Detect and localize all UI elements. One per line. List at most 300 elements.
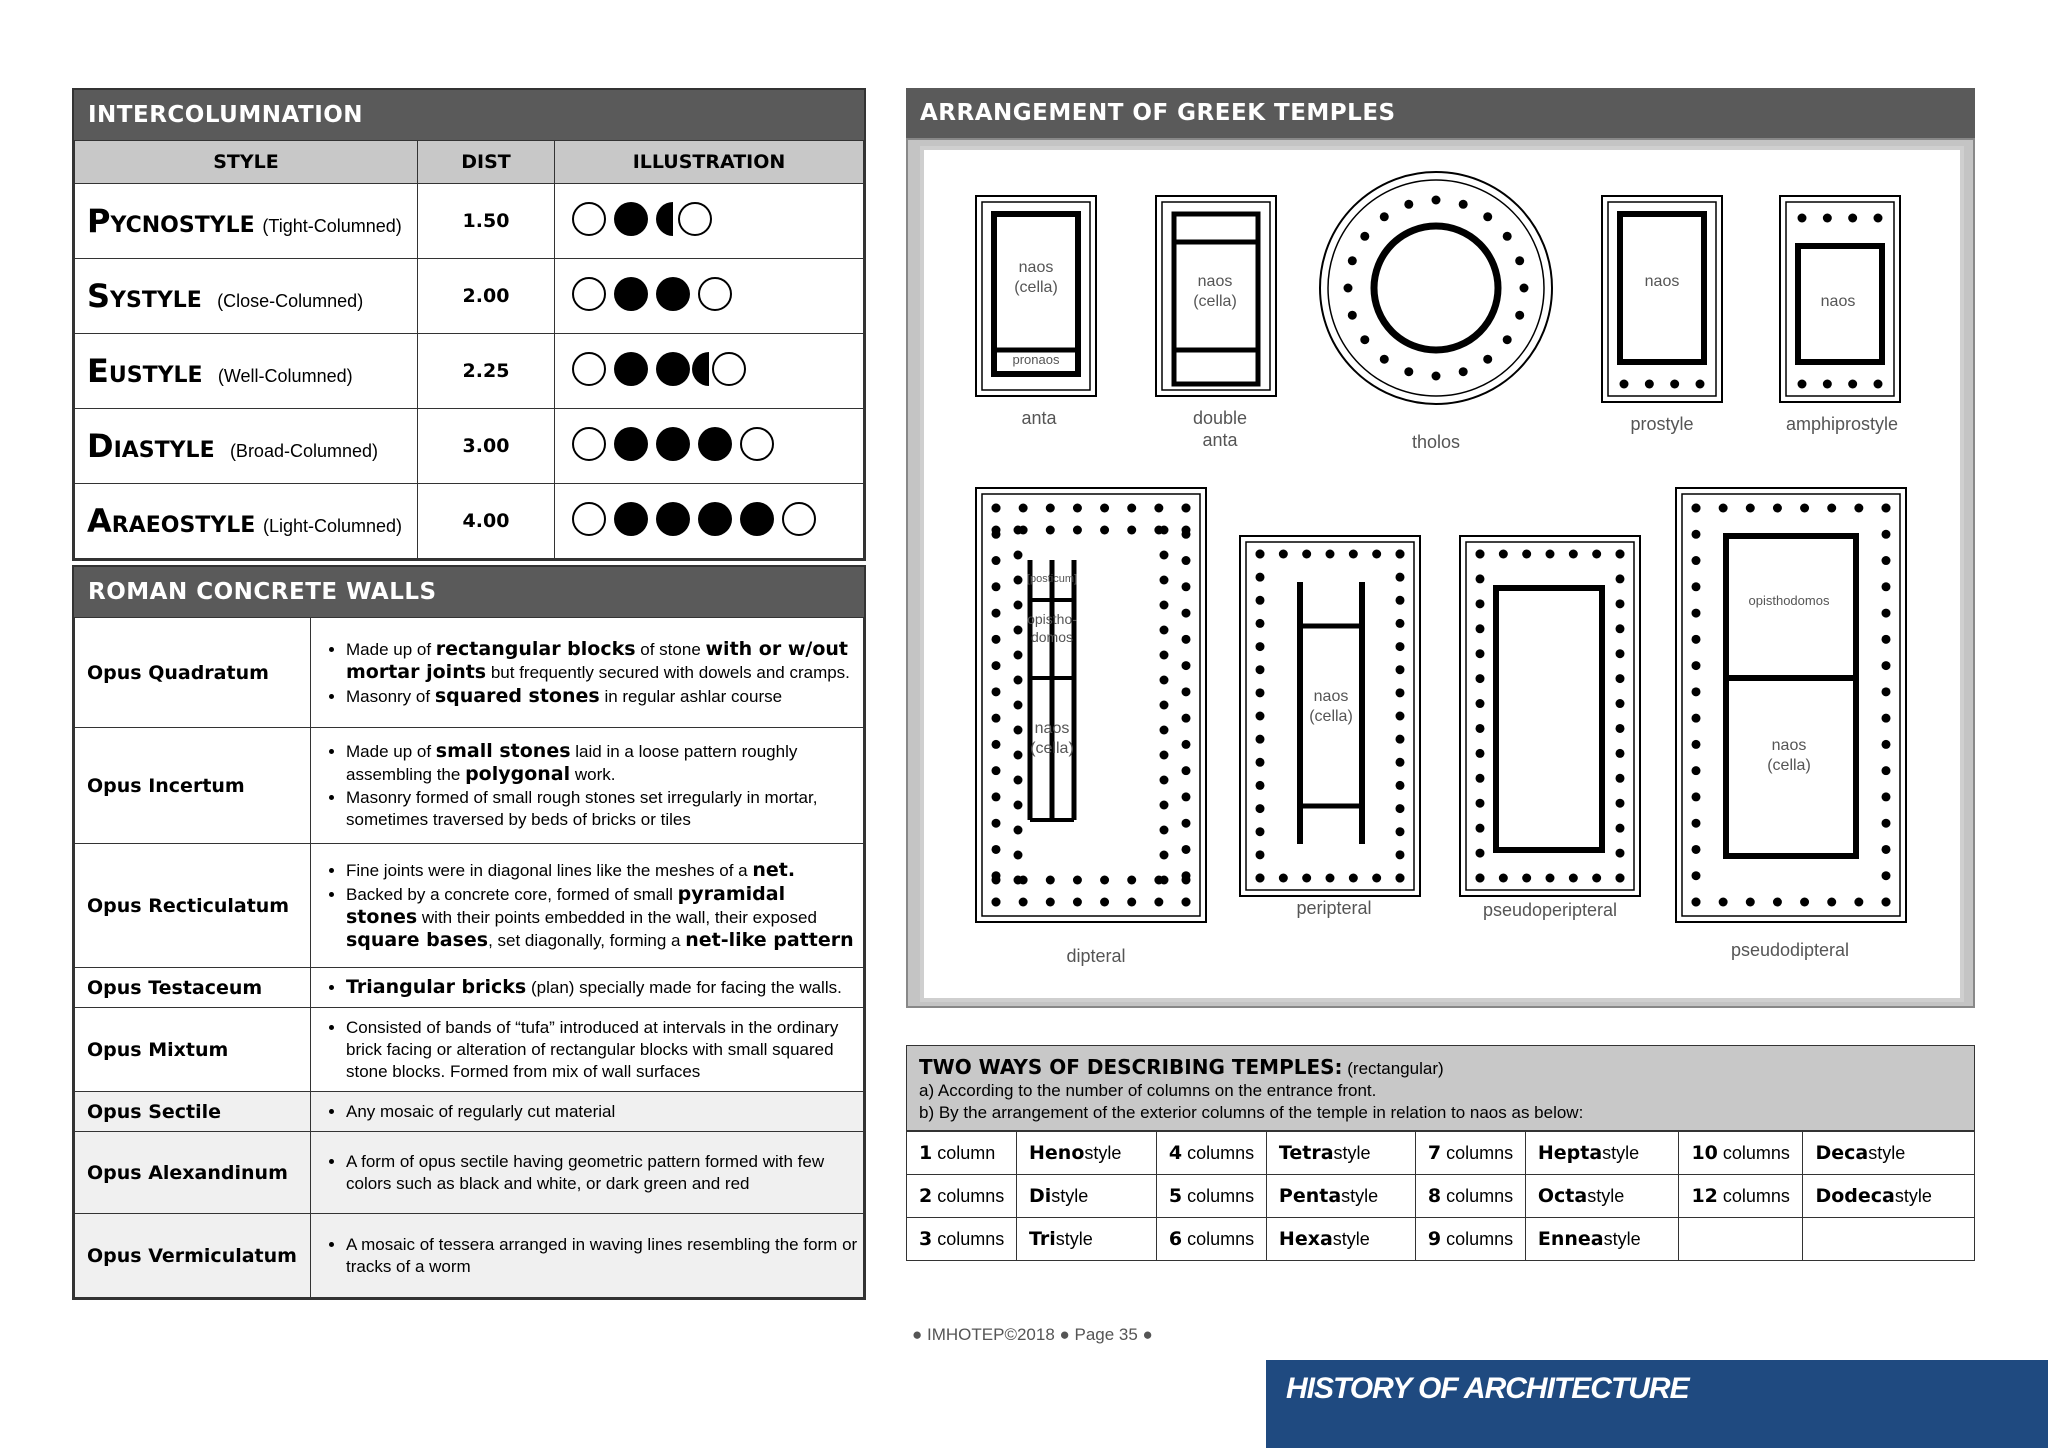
column-dot — [1256, 665, 1265, 674]
column-dot — [1372, 550, 1381, 559]
column-dot — [1396, 619, 1405, 628]
column-dot — [1616, 574, 1625, 583]
style-cell — [75, 484, 418, 559]
column-dot — [1396, 550, 1405, 559]
column-dot — [1182, 819, 1191, 828]
column-count-cell — [1679, 1218, 1803, 1261]
wall-description — [311, 1214, 864, 1298]
table-header-row — [75, 141, 864, 184]
column-dot — [1160, 801, 1169, 810]
column-dot — [1127, 876, 1136, 885]
column-dot — [1696, 380, 1705, 389]
column-dot — [1719, 898, 1728, 907]
column-dot — [1827, 504, 1836, 513]
column-dot — [1046, 876, 1055, 885]
describing-title-line — [919, 1056, 1962, 1080]
column-dot — [1160, 751, 1169, 760]
style-name-cell: Hexastyle — [1266, 1218, 1415, 1261]
column-dot — [1546, 874, 1555, 883]
style-desc: (Well-Columned) — [217, 366, 353, 386]
wall-description — [311, 1008, 864, 1092]
column-dot — [1182, 766, 1191, 775]
plan-drawings — [976, 172, 1906, 922]
column-dot — [1014, 676, 1023, 685]
style-rest: YCNOSTYLE — [110, 213, 255, 238]
column-dot — [1182, 871, 1191, 880]
column-dot — [1692, 556, 1701, 565]
column-dot — [1256, 874, 1265, 883]
column-dot — [1692, 582, 1701, 591]
columns-illustration — [571, 274, 741, 314]
column-dot — [1798, 380, 1807, 389]
header-illustration: ILLUSTRATION — [555, 141, 864, 184]
column-dot — [1692, 635, 1701, 644]
column-dot — [1256, 850, 1265, 859]
table-row — [75, 1132, 864, 1214]
column-dot — [1182, 740, 1191, 749]
column-dot — [1349, 550, 1358, 559]
column-dot — [1380, 355, 1389, 364]
column-dot — [1396, 735, 1405, 744]
plan-shape — [1328, 180, 1544, 396]
style-cell — [75, 184, 418, 259]
column-dot — [1616, 724, 1625, 733]
style-name-cell — [1803, 1218, 1975, 1261]
plan-shape — [1374, 226, 1498, 350]
column-dot — [1692, 530, 1701, 539]
style-desc: (Broad-Columned) — [229, 441, 378, 461]
column-count-cell: 12 columns — [1679, 1175, 1803, 1218]
column-dot — [992, 530, 1001, 539]
column-dot — [1256, 642, 1265, 651]
column-count-cell: 3 columns — [907, 1218, 1017, 1261]
history-of-architecture-band: HISTORY OF ARCHITECTURE — [1266, 1360, 2048, 1448]
label-naos: naos — [1018, 259, 1054, 276]
column-dot — [1100, 876, 1109, 885]
column-dot — [1182, 687, 1191, 696]
column-dot — [1302, 550, 1311, 559]
column-dot — [1360, 232, 1369, 241]
column-dot — [1616, 774, 1625, 783]
roman-walls-panel — [72, 565, 866, 1300]
label-naos: naos — [1820, 293, 1856, 310]
column-dot — [1692, 609, 1701, 618]
illustration-cell — [555, 484, 864, 559]
column-dot — [1459, 200, 1468, 209]
column-dot — [1014, 751, 1023, 760]
column-dot — [1046, 504, 1055, 513]
style-initial: S — [87, 277, 111, 315]
column-dot — [1160, 651, 1169, 660]
style-name-cell: Henostyle — [1017, 1132, 1157, 1175]
wall-name: Opus Sectile — [75, 1092, 311, 1132]
column-dot — [1882, 766, 1891, 775]
column-dot — [1182, 556, 1191, 565]
bullet: • Any mosaic of regularly cut material — [346, 1101, 862, 1123]
dist-cell: 2.00 — [418, 259, 555, 334]
style-desc: (Close-Columned) — [217, 291, 364, 311]
column-dot — [1100, 504, 1109, 513]
column-dot — [1692, 792, 1701, 801]
table-row — [75, 728, 864, 844]
table-row — [75, 334, 864, 409]
column-dot — [1616, 599, 1625, 608]
label-cella: (cella) — [1309, 708, 1353, 725]
column-dot — [1592, 550, 1601, 559]
column-dot — [1882, 687, 1891, 696]
wall-name: Opus Incertum — [75, 728, 311, 844]
column-dot — [992, 582, 1001, 591]
column-dot — [992, 766, 1001, 775]
column-dot — [1160, 601, 1169, 610]
wall-name: Opus Recticulatum — [75, 844, 311, 968]
style-cell — [75, 334, 418, 409]
column-dot — [1073, 504, 1082, 513]
column-dot — [1882, 556, 1891, 565]
column-dot — [1522, 550, 1531, 559]
plan-wall — [1496, 588, 1602, 850]
column-dot — [1160, 676, 1169, 685]
column-dot — [1014, 776, 1023, 785]
illustration-cell — [555, 409, 864, 484]
column-dot — [1396, 665, 1405, 674]
style-cell — [75, 409, 418, 484]
column-dot — [1692, 714, 1701, 723]
column-dot — [1348, 256, 1357, 265]
column-dot — [1396, 573, 1405, 582]
bullet: • Fine joints were in diagonal lines like the meshes of a net. — [346, 859, 862, 882]
plan-outline — [1466, 542, 1634, 890]
temple-name-pseudodipteral: pseudodipteral — [1730, 940, 1850, 960]
style-name-cell: Tristyle — [1017, 1218, 1157, 1261]
table-row — [907, 1218, 1975, 1261]
bullet: • Backed by a concrete core, formed of small pyramidal stones with their points embedded in the wall, their exposed square bases, set diagonally, forming a net-like pattern — [346, 883, 862, 952]
illustration-cell — [555, 259, 864, 334]
column-dot — [1014, 701, 1023, 710]
column-dot — [992, 740, 1001, 749]
describing-line-b: b) By the arrangement of the exterior columns of the temple in relation to naos as below: — [919, 1103, 1584, 1122]
columns-illustration — [571, 499, 851, 539]
column-dot — [1014, 576, 1023, 585]
column-dot — [1882, 740, 1891, 749]
column-dot — [1854, 898, 1863, 907]
column-dot — [1616, 874, 1625, 883]
column-dot — [992, 792, 1001, 801]
column-dot — [1616, 674, 1625, 683]
style-rest: USTYLE — [108, 363, 203, 388]
column-dot — [1882, 792, 1891, 801]
column-dot — [1256, 804, 1265, 813]
column-dot — [992, 714, 1001, 723]
column-dot — [1522, 874, 1531, 883]
style-rest: IASTYLE — [113, 438, 215, 463]
page-footer: ● IMHOTEP©2018 ● Page 35 ● — [912, 1325, 1153, 1344]
roman-walls-table — [74, 617, 864, 1298]
column-dot — [1014, 551, 1023, 560]
bullet: • Masonry formed of small rough stones set irregularly in mortar, sometimes traversed by beds of bricks or tiles — [346, 787, 862, 831]
style-initial: A — [87, 502, 112, 540]
bullet: • A mosaic of tessera arranged in waving lines resembling the form or tracks of a worm — [346, 1234, 862, 1278]
column-dot — [1882, 530, 1891, 539]
column-dot — [1279, 550, 1288, 559]
column-dot — [1800, 504, 1809, 513]
column-dot — [1616, 699, 1625, 708]
column-dot — [1360, 335, 1369, 344]
label-pronaos: pronaos — [1012, 352, 1060, 367]
intercolumnation-title: INTERCOLUMNATION — [74, 90, 864, 140]
column-dot — [1483, 212, 1492, 221]
column-dot — [1476, 649, 1485, 658]
temple-plans-area — [920, 146, 1964, 1002]
column-dot — [1476, 799, 1485, 808]
label-cella: (cella) — [1767, 757, 1811, 774]
table-row — [75, 968, 864, 1008]
temple-name-tholos: tholos — [1411, 432, 1461, 452]
temple-name-prostyle: prostyle — [1630, 414, 1694, 434]
column-dot — [1616, 649, 1625, 658]
column-count-cell: 7 columns — [1415, 1132, 1525, 1175]
column-dot — [1476, 749, 1485, 758]
dist-cell: 2.25 — [418, 334, 555, 409]
label-opisthodomos: opistho- — [1027, 611, 1077, 627]
bullet: • Consisted of bands of “tufa” introduced at intervals in the ordinary brick facing or alteration of rectangular blocks with small squared stone blocks. Formed from mix of wall surfaces — [346, 1017, 862, 1083]
column-dot — [1476, 874, 1485, 883]
column-dot — [1256, 573, 1265, 582]
column-dot — [1160, 876, 1169, 885]
style-name-cell: Tetrastyle — [1266, 1132, 1415, 1175]
column-dot — [1874, 214, 1883, 223]
describing-note: (rectangular) — [1342, 1059, 1444, 1078]
label-naos: naos — [1034, 720, 1070, 737]
column-dot — [1396, 688, 1405, 697]
column-dot — [1882, 871, 1891, 880]
header-dist: DIST — [418, 141, 555, 184]
column-dot — [1182, 504, 1191, 513]
column-dot — [1396, 596, 1405, 605]
intercolumnation-panel — [72, 88, 866, 561]
column-dot — [1645, 380, 1654, 389]
temple-name-pseudoperipteral: pseudoperipteral — [1482, 900, 1618, 920]
column-dot — [1182, 530, 1191, 539]
wall-name: Opus Vermiculatum — [75, 1214, 311, 1298]
column-dot — [1882, 504, 1891, 513]
column-dot — [1160, 851, 1169, 860]
column-dot — [1476, 824, 1485, 833]
column-count-cell: 9 columns — [1415, 1218, 1525, 1261]
column-dot — [1670, 380, 1679, 389]
style-name-cell: Dodecastyle — [1803, 1175, 1975, 1218]
column-dot — [1014, 801, 1023, 810]
column-dot — [1515, 311, 1524, 320]
column-count-cell: 4 columns — [1156, 1132, 1266, 1175]
column-dot — [1256, 550, 1265, 559]
temple-name-dipteral: dipteral — [1066, 946, 1126, 966]
column-dot — [1476, 599, 1485, 608]
table-row — [907, 1132, 1975, 1175]
column-dot — [1127, 526, 1136, 535]
column-dot — [1256, 619, 1265, 628]
column-dot — [1692, 819, 1701, 828]
column-dot — [1404, 200, 1413, 209]
column-dot — [1692, 687, 1701, 696]
column-dot — [1746, 898, 1755, 907]
label-opisthodomos: domos — [1030, 629, 1074, 645]
column-dot — [1476, 774, 1485, 783]
column-dot — [1182, 792, 1191, 801]
column-dot — [1396, 712, 1405, 721]
column-dot — [1014, 826, 1023, 835]
column-dot — [1160, 626, 1169, 635]
column-dot — [1014, 876, 1023, 885]
column-dot — [1396, 642, 1405, 651]
column-dot — [1396, 804, 1405, 813]
column-dot — [1014, 651, 1023, 660]
column-dot — [1127, 504, 1136, 513]
column-dot — [1616, 749, 1625, 758]
style-initial: D — [87, 427, 114, 465]
column-dot — [1823, 380, 1832, 389]
dist-cell: 1.50 — [418, 184, 555, 259]
table-row — [75, 618, 864, 728]
column-dot — [1773, 504, 1782, 513]
label-naos: naos — [1771, 737, 1807, 754]
column-dot — [1874, 380, 1883, 389]
table-row — [75, 1008, 864, 1092]
temple-plans-diagram — [924, 150, 1960, 998]
column-dot — [1800, 898, 1809, 907]
column-dot — [1014, 851, 1023, 860]
header-style: STYLE — [75, 141, 418, 184]
style-rest: YSTYLE — [110, 288, 202, 313]
illustration-cell — [555, 184, 864, 259]
column-dot — [1160, 726, 1169, 735]
bullet: • Made up of small stones laid in a loose pattern roughly assembling the polygonal work. — [346, 740, 862, 786]
column-dot — [992, 845, 1001, 854]
plan-wall — [1726, 536, 1856, 856]
column-count-cell: 10 columns — [1679, 1132, 1803, 1175]
column-dot — [1182, 898, 1191, 907]
column-dot — [1154, 504, 1163, 513]
style-rest: RAEOSTYLE — [111, 513, 256, 538]
column-count-table — [906, 1131, 1975, 1261]
column-dot — [1046, 526, 1055, 535]
column-count-cell: 8 columns — [1415, 1175, 1525, 1218]
column-dot — [992, 661, 1001, 670]
column-dot — [1182, 661, 1191, 670]
temple-name-peripteral: peripteral — [1296, 898, 1372, 918]
style-name-cell: Enneastyle — [1525, 1218, 1679, 1261]
column-dot — [1256, 735, 1265, 744]
column-dot — [1256, 712, 1265, 721]
plan-outline — [1608, 202, 1716, 396]
column-dot — [1503, 232, 1512, 241]
column-dot — [992, 635, 1001, 644]
table-row — [75, 409, 864, 484]
column-dot — [1692, 504, 1701, 513]
column-dot — [1100, 526, 1109, 535]
columns-illustration — [571, 349, 771, 389]
column-dot — [1432, 196, 1441, 205]
column-dot — [1256, 596, 1265, 605]
temple-name-double-anta: anta — [1202, 430, 1238, 450]
plan-outline — [1682, 494, 1900, 916]
style-name-cell: Heptastyle — [1525, 1132, 1679, 1175]
column-dot — [1160, 551, 1169, 560]
wall-name: Opus Quadratum — [75, 618, 311, 728]
column-dot — [1823, 214, 1832, 223]
column-dot — [1372, 874, 1381, 883]
greek-temples-panel — [906, 88, 1975, 1008]
bullet: • Triangular bricks (plan) specially made for facing the walls. — [346, 976, 862, 999]
column-dot — [992, 898, 1001, 907]
column-dot — [1882, 845, 1891, 854]
column-dot — [1182, 609, 1191, 618]
dist-cell: 4.00 — [418, 484, 555, 559]
column-dot — [1326, 874, 1335, 883]
illustration-cell — [555, 334, 864, 409]
column-dot — [1476, 550, 1485, 559]
column-dot — [1302, 874, 1311, 883]
column-dot — [1160, 776, 1169, 785]
column-dot — [992, 687, 1001, 696]
style-cell — [75, 259, 418, 334]
table-row — [75, 259, 864, 334]
column-dot — [1719, 504, 1728, 513]
column-count-cell: 6 columns — [1156, 1218, 1266, 1261]
bullet: • Made up of rectangular blocks of stone with or w/out mortar joints but frequently secured with dowels and cramps. — [346, 638, 862, 684]
column-dot — [1326, 550, 1335, 559]
column-dot — [1256, 781, 1265, 790]
column-dot — [1798, 214, 1807, 223]
wall-name: Opus Mixtum — [75, 1008, 311, 1092]
column-dot — [1476, 624, 1485, 633]
label-cella: (cella) — [1193, 293, 1237, 310]
column-dot — [1256, 827, 1265, 836]
column-dot — [1019, 504, 1028, 513]
style-initial: E — [87, 352, 109, 390]
column-dot — [1616, 799, 1625, 808]
column-dot — [1459, 367, 1468, 376]
table-row — [75, 844, 864, 968]
column-dot — [1160, 826, 1169, 835]
column-dot — [1546, 550, 1555, 559]
style-name-cell: Decastyle — [1803, 1132, 1975, 1175]
label-posticum: [posticum] — [1026, 573, 1078, 585]
column-dot — [1476, 674, 1485, 683]
column-dot — [1520, 284, 1529, 293]
column-dot — [1827, 898, 1836, 907]
plan-shape — [1320, 172, 1552, 404]
column-dot — [1746, 504, 1755, 513]
table-row — [75, 484, 864, 559]
column-dot — [992, 504, 1001, 513]
style-desc: (Tight-Columned) — [262, 216, 402, 236]
column-dot — [992, 609, 1001, 618]
style-name-cell: Octastyle — [1525, 1175, 1679, 1218]
column-dot — [1569, 550, 1578, 559]
column-dot — [992, 556, 1001, 565]
column-dot — [1046, 898, 1055, 907]
describing-line-a: a) According to the number of columns on the entrance front. — [919, 1081, 1377, 1100]
column-dot — [1515, 256, 1524, 265]
column-dot — [1882, 582, 1891, 591]
column-dot — [1569, 874, 1578, 883]
column-dot — [1854, 504, 1863, 513]
column-dot — [1483, 355, 1492, 364]
wall-description — [311, 1132, 864, 1214]
style-name-cell: Pentastyle — [1266, 1175, 1415, 1218]
column-dot — [1692, 871, 1701, 880]
